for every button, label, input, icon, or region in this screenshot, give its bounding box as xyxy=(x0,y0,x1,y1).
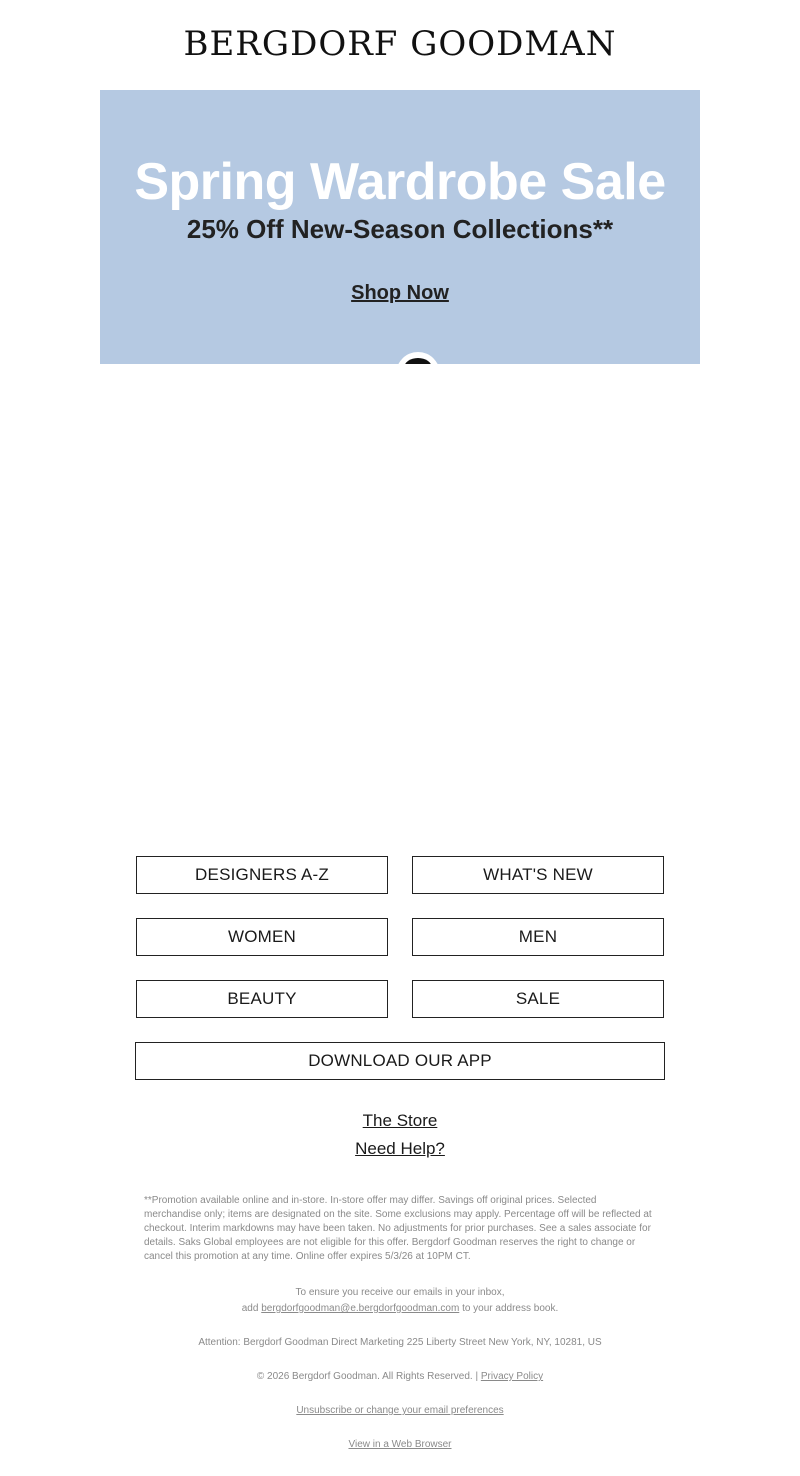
hero-title: Spring Wardrobe Sale xyxy=(134,153,666,211)
inbox-suffix: to your address book. xyxy=(462,1303,559,1314)
women-button[interactable]: WOMEN xyxy=(136,918,388,956)
hero-subtitle: 25% Off New-Season Collections** xyxy=(186,214,614,244)
need-help-link[interactable]: Need Help? xyxy=(355,1139,445,1158)
download-app-button[interactable]: DOWNLOAD OUR APP xyxy=(135,1042,665,1080)
hero-image-peek xyxy=(396,352,440,364)
sale-button[interactable]: SALE xyxy=(412,980,664,1018)
mailing-address: Attention: Bergdorf Goodman Direct Marketing 225 Liberty Street New York, NY, 10281, US xyxy=(198,1337,602,1348)
view-in-browser-link[interactable]: View in a Web Browser xyxy=(348,1439,452,1450)
inbox-prefix: add xyxy=(241,1303,259,1314)
the-store-link[interactable]: The Store xyxy=(362,1111,438,1130)
beauty-button[interactable]: BEAUTY xyxy=(136,980,388,1018)
copyright-row xyxy=(0,1369,800,1385)
men-button[interactable]: MEN xyxy=(412,918,664,956)
web-view-row xyxy=(0,1437,800,1453)
designers-az-button[interactable]: DESIGNERS A-Z xyxy=(136,856,388,894)
store-link-row xyxy=(0,1111,800,1131)
hero-banner[interactable] xyxy=(100,90,700,364)
unsubscribe-row xyxy=(0,1403,800,1419)
brand-logo[interactable]: BERGDORF GOODMAN xyxy=(183,24,617,64)
copyright-text: © 2026 Bergdorf Goodman. All Rights Reserved. | xyxy=(256,1371,479,1382)
privacy-policy-link[interactable]: Privacy Policy xyxy=(480,1371,544,1382)
shop-now-link[interactable]: Shop Now xyxy=(351,282,449,304)
promo-disclaimer: **Promotion available online and in-store. In-store offer may differ. Savings off original prices. Selected merchandise only; items are designated on the site. Some exclusions may apply. Percentage off will be reflected at checkout. Interim markdowns may have been taken. No adjustments for prior purchases. See a sales associate for details. Saks Global employees are not eligible for this offer. Bergdorf Goodman reserves the right to change or cancel this promotion at any time. Online offer expires 5/3/26 at 10PM CT. xyxy=(144,1195,652,1262)
whats-new-button[interactable]: WHAT'S NEW xyxy=(412,856,664,894)
inbox-notice-line1: To ensure you receive our emails in your inbox, xyxy=(295,1287,505,1298)
sender-email-link[interactable]: bergdorfgoodman@e.bergdorfgoodman.com xyxy=(261,1303,460,1314)
inbox-notice-line2 xyxy=(0,1301,800,1317)
unsubscribe-link[interactable]: Unsubscribe or change your email preferences xyxy=(296,1405,504,1416)
help-link-row xyxy=(0,1139,800,1159)
